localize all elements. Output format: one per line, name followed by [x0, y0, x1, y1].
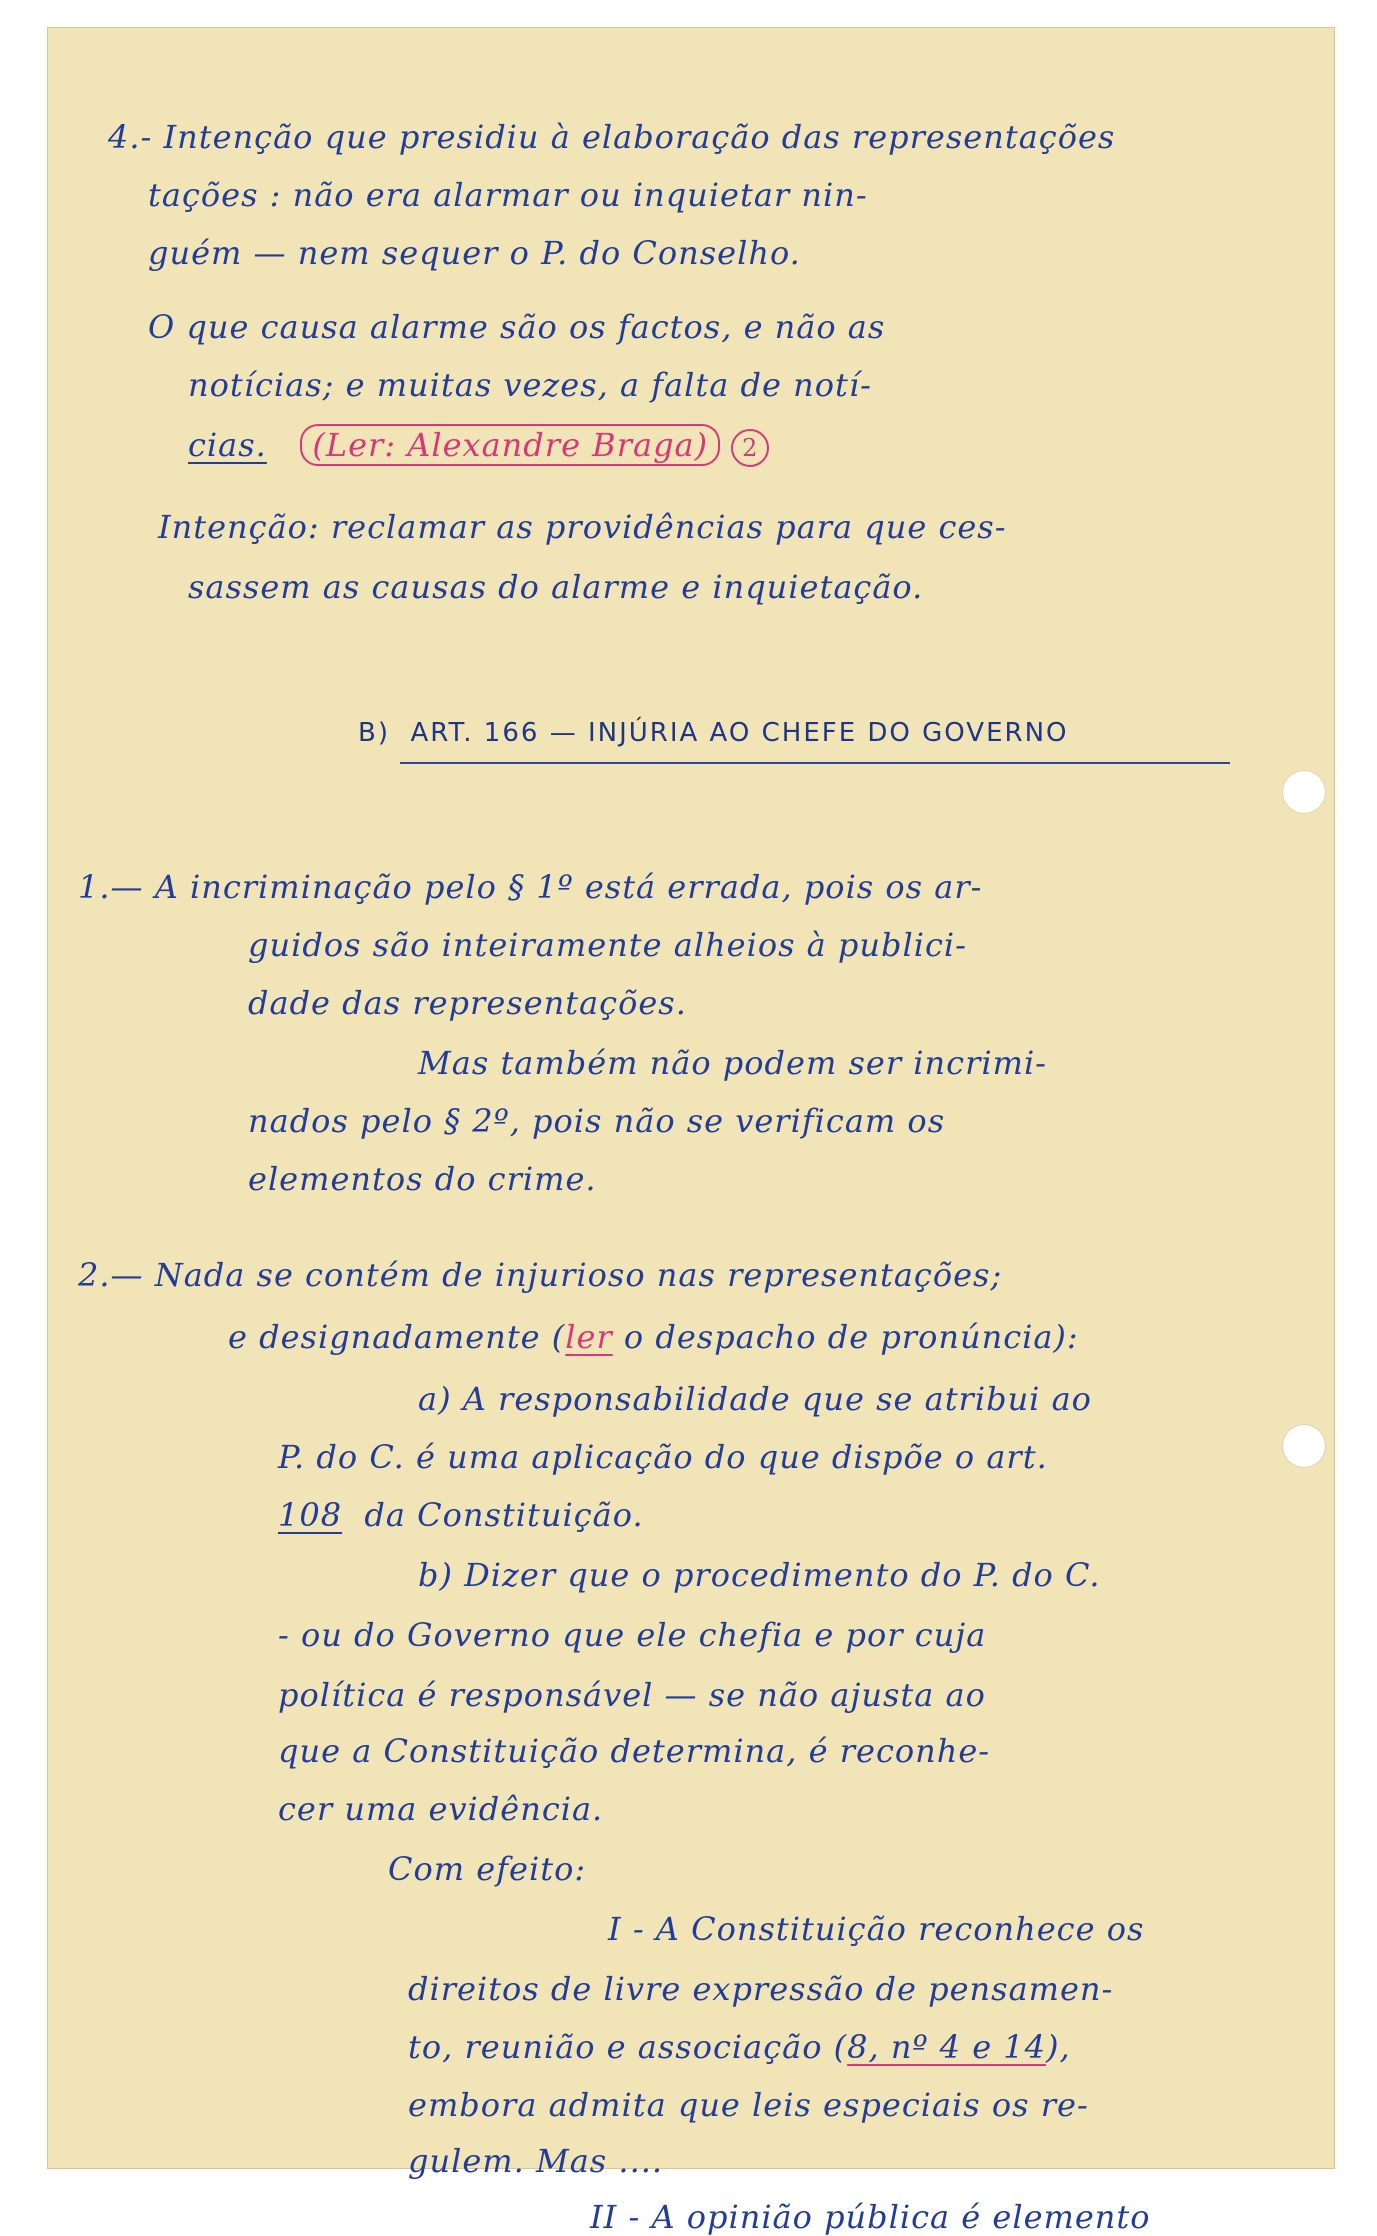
- section-b-underline: [400, 762, 1230, 764]
- s1-line-2: guidos são inteiramente alheios à publici-: [248, 926, 967, 964]
- s2-ii-line-1: II - A opinião pública é elemento: [590, 2198, 1151, 2236]
- s2-i-line-3c: ),: [1046, 2028, 1071, 2066]
- s1-line-1: 1.— A incriminação pelo § 1º está errada, pois os ar-: [78, 868, 983, 906]
- s2-i-line-4: embora admita que leis especiais os re-: [408, 2086, 1089, 2124]
- read-reference-note: (Ler: Alexandre Braga): [300, 424, 720, 466]
- s2-line-2: [228, 1318, 1079, 1356]
- s4-line-8: sassem as causas do alarme e inquietação.: [188, 568, 924, 606]
- section-b-letter: B): [358, 718, 390, 748]
- s2-i-line-2: direitos de livre expressão de pensamen-: [408, 1970, 1114, 2008]
- s2-a-line-3: [278, 1496, 644, 1534]
- s4-line-5: notícias; e muitas vezes, a falta de notí-: [188, 366, 872, 404]
- s1-line-4: Mas também não podem ser incrimi-: [418, 1044, 1047, 1082]
- s4-cias: cias.: [188, 426, 267, 464]
- s2-i-line-1: I - A Constituição reconhece os: [608, 1910, 1145, 1948]
- s2-b-line-2: - ou do Governo que ele chefia e por cuja: [278, 1616, 987, 1654]
- document-page: [48, 28, 1334, 2180]
- s2-line-1: 2.— Nada se contém de injurioso nas representações;: [78, 1256, 1003, 1294]
- s2-i-line-5: gulem. Mas ....: [408, 2142, 664, 2180]
- s2-line-2c: o despacho de pronúncia):: [623, 1318, 1079, 1356]
- s1-line-6: elementos do crime.: [248, 1160, 597, 1198]
- s4-line-3: guém — nem sequer o P. do Conselho.: [148, 234, 801, 272]
- s4-line-4: O que causa alarme são os factos, e não as: [148, 308, 886, 346]
- s2-b-line-3: política é responsável — se não ajusta ao: [278, 1676, 986, 1714]
- article-number: 108: [278, 1496, 343, 1534]
- s2-b-line-1: b) Dizer que o procedimento do P. do C.: [418, 1556, 1101, 1594]
- s2-i-line-3: [408, 2028, 1071, 2066]
- punch-hole-bottom: [1282, 1424, 1326, 1468]
- s1-line-3: dade das representações.: [248, 984, 687, 1022]
- s2-i-line-3a: to, reunião e associação (: [408, 2028, 848, 2066]
- s2-b-line-5: cer uma evidência.: [278, 1790, 604, 1828]
- s4-line-1: 4.- Intenção que presidiu à elaboração das representações: [108, 118, 1116, 156]
- s4-line-2: tações : não era alarmar ou inquietar nin-: [148, 176, 868, 214]
- circled-number: 2: [731, 429, 769, 467]
- s2-line-2a: e designadamente (: [228, 1318, 566, 1356]
- s1-line-5: nados pelo § 2º, pois não se verificam os: [248, 1102, 946, 1140]
- s4-line-7: Intenção: reclamar as providências para que ces-: [158, 508, 1007, 546]
- s2-b-line-4: que a Constituição determina, é reconhe-: [278, 1732, 991, 1770]
- s4-line-6: [188, 426, 769, 467]
- s2-a-line-2: P. do C. é uma aplicação do que dispõe o art.: [278, 1438, 1048, 1476]
- s2-a-line-1: a) A responsabilidade que se atribui ao: [418, 1380, 1092, 1418]
- punch-hole-top: [1282, 770, 1326, 814]
- s2-c-line-1: Com efeito:: [388, 1850, 587, 1888]
- ler-note: ler: [565, 1318, 613, 1356]
- section-b-title: ART. 166 — INJÚRIA AO CHEFE DO GOVERNO: [410, 718, 1069, 748]
- section-b-header: [358, 718, 1069, 748]
- s2-a-line-3-text: da Constituição.: [364, 1496, 644, 1534]
- article-reference: 8, nº 4 e 14: [847, 2028, 1047, 2066]
